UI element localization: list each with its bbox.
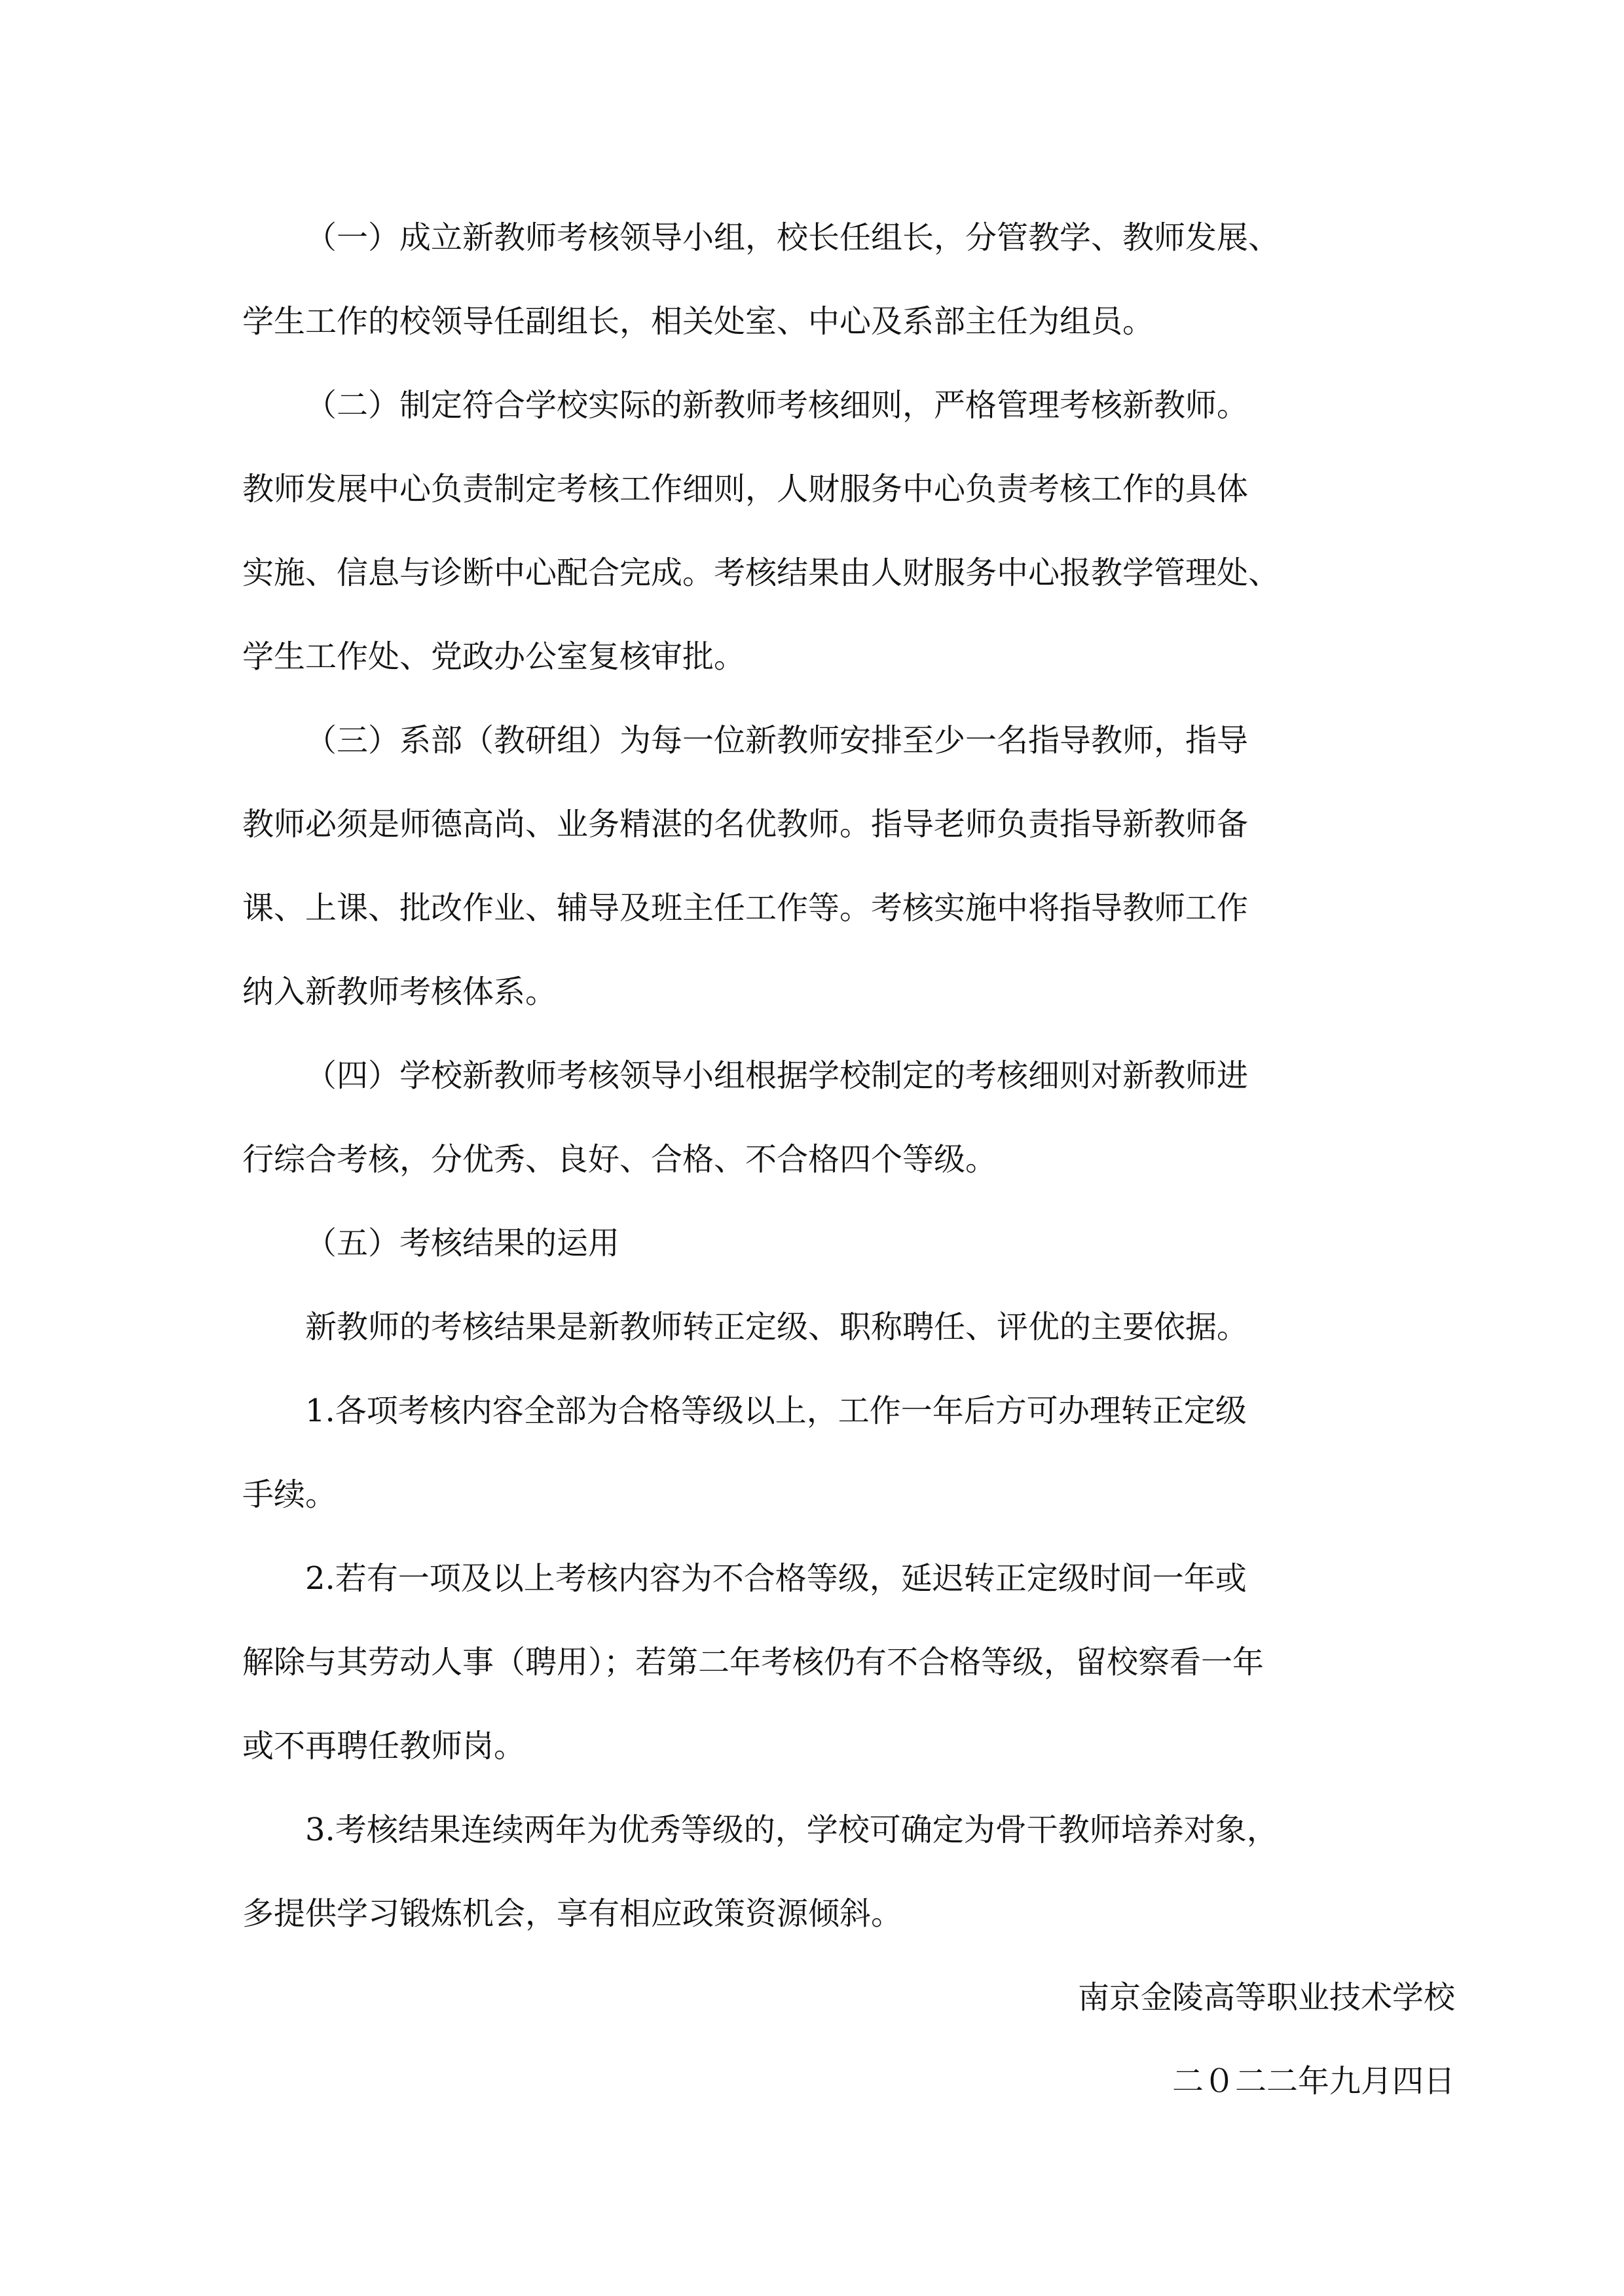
- paragraph-3-line-4: 纳入新教师考核体系。: [242, 974, 557, 1010]
- paragraph-3-line-2: 教师必须是师德高尚、业务精湛的名优教师。指导老师负责指导新教师备: [242, 806, 1249, 843]
- rule-1-line-1: 1.各项考核内容全部为合格等级以上，工作一年后方可办理转正定级: [305, 1393, 1247, 1429]
- paragraph-1-line-1: （一）成立新教师考核领导小组，校长任组长，分管教学、教师发展、: [305, 219, 1280, 256]
- paragraph-2-line-1: （二）制定符合学校实际的新教师考核细则，严格管理考核新教师。: [305, 387, 1249, 424]
- paragraph-2-line-3: 实施、信息与诊断中心配合完成。考核结果由人财服务中心报教学管理处、: [242, 555, 1280, 591]
- paragraph-3-line-3: 课、上课、批改作业、辅导及班主任工作等。考核实施中将指导教师工作: [242, 890, 1249, 926]
- paragraph-5-heading: （五）考核结果的运用: [305, 1225, 620, 1262]
- rule-2-line-2: 解除与其劳动人事（聘用）；若第二年考核仍有不合格等级，留校察看一年: [242, 1644, 1264, 1681]
- paragraph-2-line-2: 教师发展中心负责制定考核工作细则，人财服务中心负责考核工作的具体: [242, 471, 1249, 507]
- signature-date: 二０二二年九月四日: [1172, 2063, 1455, 2100]
- paragraph-4-line-1: （四）学校新教师考核领导小组根据学校制定的考核细则对新教师进: [305, 1057, 1249, 1094]
- paragraph-5-intro: 新教师的考核结果是新教师转正定级、职称聘任、评优的主要依据。: [305, 1309, 1249, 1345]
- rule-3-line-2: 多提供学习锻炼机会，享有相应政策资源倾斜。: [242, 1895, 903, 1932]
- paragraph-4-line-2: 行综合考核，分优秀、良好、合格、不合格四个等级。: [242, 1141, 997, 1178]
- paragraph-3-line-1: （三）系部（教研组）为每一位新教师安排至少一名指导教师，指导: [305, 722, 1249, 759]
- rule-3-line-1: 3.考核结果连续两年为优秀等级的，学校可确定为骨干教师培养对象，: [305, 1812, 1278, 1848]
- rule-1-line-2: 手续。: [242, 1476, 337, 1513]
- paragraph-1-line-2: 学生工作的校领导任副组长，相关处室、中心及系部主任为组员。: [242, 303, 1154, 340]
- paragraph-2-line-4: 学生工作处、党政办公室复核审批。: [242, 638, 746, 675]
- signature-organization: 南京金陵高等职业技术学校: [1077, 1979, 1455, 2016]
- rule-2-line-1: 2.若有一项及以上考核内容为不合格等级，延迟转正定级时间一年或: [305, 1560, 1247, 1597]
- rule-2-line-3: 或不再聘任教师岗。: [242, 1728, 526, 1764]
